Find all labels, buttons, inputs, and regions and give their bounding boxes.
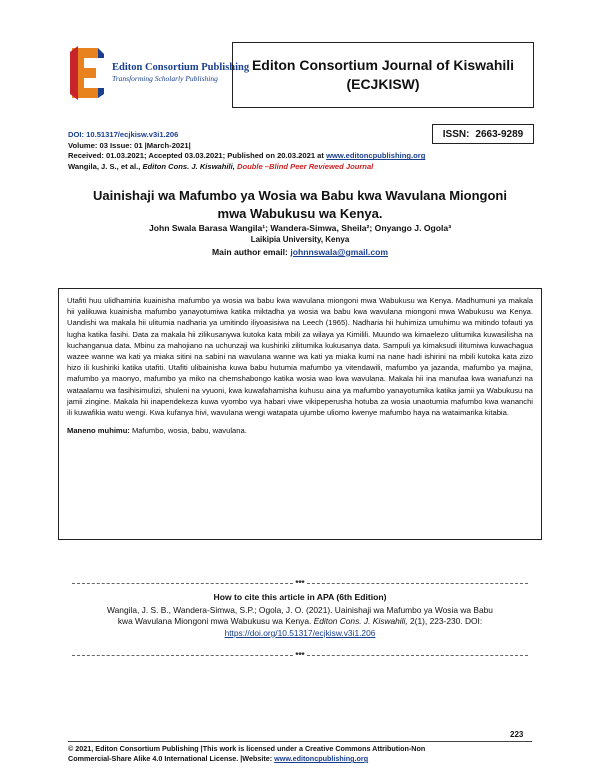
- issn-value: 2663-9289: [475, 128, 524, 140]
- article-title-line2: mwa Wabukusu wa Kenya.: [217, 206, 383, 221]
- authors-block: [60, 222, 540, 258]
- citation-line1: Wangila, J. S. B., Wandera-Simwa, S.P.; Ogola, J. O. (2021). Uainishaji wa Mafumbo ya Wosia wa Babu: [107, 604, 493, 615]
- citation-prefix: Wangila, J. S., et al.,: [68, 161, 141, 171]
- publication-dates: [68, 151, 508, 162]
- keywords-label: Maneno muhimu:: [67, 426, 130, 436]
- website-link[interactable]: www.editoncpublishing.org: [326, 151, 426, 161]
- running-citation: [68, 162, 508, 173]
- journal-title-box: [232, 42, 534, 108]
- page-number: 223: [510, 730, 524, 739]
- citation-line2-pre: kwa Wavulana Miongoni mwa Wabukusu wa Kenya.: [117, 616, 312, 626]
- separator-bottom: [72, 650, 528, 660]
- publisher-logo: [68, 44, 250, 102]
- keywords: [67, 426, 533, 435]
- author-names: John Swala Barasa Wangila¹; Wandera-Simwa, Sheila²; Onyango J. Ogola³: [148, 223, 452, 233]
- journal-title: Editon Consortium Journal of Kiswahili: [251, 57, 515, 73]
- footer-license: Commercial-Share Alike 4.0 International License. |Website:: [68, 754, 273, 763]
- footer-line2: [68, 754, 532, 764]
- footer-rule: [68, 741, 532, 742]
- citation-heading: How to cite this article in APA (6th Edition): [213, 592, 387, 602]
- separator-stars-bottom: ***: [295, 650, 305, 660]
- issn-label: ISSN:: [442, 128, 470, 140]
- author-email-link[interactable]: johnnswala@gmail.com: [290, 247, 388, 257]
- author-email-line: [60, 246, 540, 258]
- publisher-logo-icon: [68, 44, 108, 102]
- citation-line2-journal: Editon Cons. J. Kiswahili,: [313, 616, 408, 626]
- abstract-text: Utafiti huu ulidhamiria kuainisha mafumbo ya wosia wa babu kwa wavulana miongoni mwa Wabukusu wa Kenya. Madhumuni ya makala hii yalikuwa kuainisha mafumbo yanayotumiwa katika miktadha ya wosia wa babu kwa wavulana miongoni mwa Wabukusu wa Kenya. Uandishi wa makala hii ulitumia nadharia ya umitindo iliyoasisiwa na Leech (1965). Nadharia hii huhimiza umuhimu wa mitindo tofauti ya lugha katika fasihi. Data za makala hii zilikusanywa kutoka kata mbili za wilaya ya Kimilili. Muundo wa kimaelezo ulitumika kuwasilisha na kuchanganua data. Mbinu za mahojiano na uchunzaji wa kushiriki zilitumika kukusanya data. Sampuli ya kimaksudi ilitumiwa kuwachagua wazee wanne wa kati ya miaka sitini na sabini na wavulana wanne wa kati ya miaka kumi na nane hadi ishirini na mbili kutoka kata zizo hizo ili kushiriki katika utafiti. Utafiti ulibainisha kuwa babu hutumia mafumbo ya vitendawili, mafumbo ya jazanda, mafumbo ya majina, mafumbo ya maonyo, mafumbo ya miko na chemshabongo katika wosia wao kwa wavulana. Makala hii ina manufaa kwa wanafunzi na wataalamu wa fasihisimulizi, shuleni na vyuoni, kwa kuwafahamisha kuhusu aina ya mafumbo yanayotumika katika jamii ya Wabukusu na jamii zingine. Makala hii inapendekeza kuwa vyombo vya habari viwe vikipeperusha hotuba za wosia unaotumia mafumbo kwa wananchi ili kuwafikia watu wengi. Kwa kufanya hivi, wavulana wengi watapata ujumbe uliomo kwenye mafumbo haya na wataimarika kitabia.: [67, 296, 533, 418]
- journal-abbreviation: (ECJKISW): [346, 76, 420, 92]
- separator-top: [72, 578, 528, 588]
- citation-line2-post: 2(1), 223-230. DOI:: [410, 616, 483, 626]
- affiliation: Laikipia University, Kenya: [250, 235, 350, 244]
- publisher-name: Editon Consortium Publishing: [112, 62, 250, 73]
- peer-review-note: Double –Blind Peer Reviewed Journal: [236, 161, 374, 171]
- citation-journal: Editon Cons. J. Kiswahili,: [142, 161, 235, 171]
- separator-stars: ***: [295, 578, 305, 588]
- received-text: Received: 01.03.2021; Accepted 03.03.2021; Published on 20.03.2021 at: [68, 151, 324, 161]
- publisher-tagline: Transforming Scholarly Publishing: [112, 74, 218, 83]
- email-label: Main author email:: [212, 247, 288, 257]
- citation-block: [60, 592, 540, 639]
- footer-line1: © 2021, Editon Consortium Publishing |This work is licensed under a Creative Commons Attribution-Non: [68, 744, 426, 753]
- footer: [68, 744, 532, 764]
- footer-website-link[interactable]: www.editoncpublishing.org: [274, 754, 369, 763]
- citation-doi-link[interactable]: https://doi.org/10.51317/ecjkisw.v3i1.206: [224, 627, 376, 638]
- article-title-line1: Uainishaji wa Mafumbo ya Wosia wa Babu kwa Wavulana Miongoni: [93, 188, 507, 203]
- keywords-list: Mafumbo, wosia, babu, wavulana.: [131, 426, 247, 436]
- volume-issue: Volume: 03 Issue: 01 |March-2021|: [68, 140, 191, 150]
- citation-line2: [60, 616, 540, 628]
- article-title: [60, 187, 540, 223]
- abstract-box: [58, 288, 542, 540]
- issn-box: [432, 124, 534, 144]
- doi[interactable]: DOI: 10.51317/ecjkisw.v3i1.206: [68, 130, 179, 139]
